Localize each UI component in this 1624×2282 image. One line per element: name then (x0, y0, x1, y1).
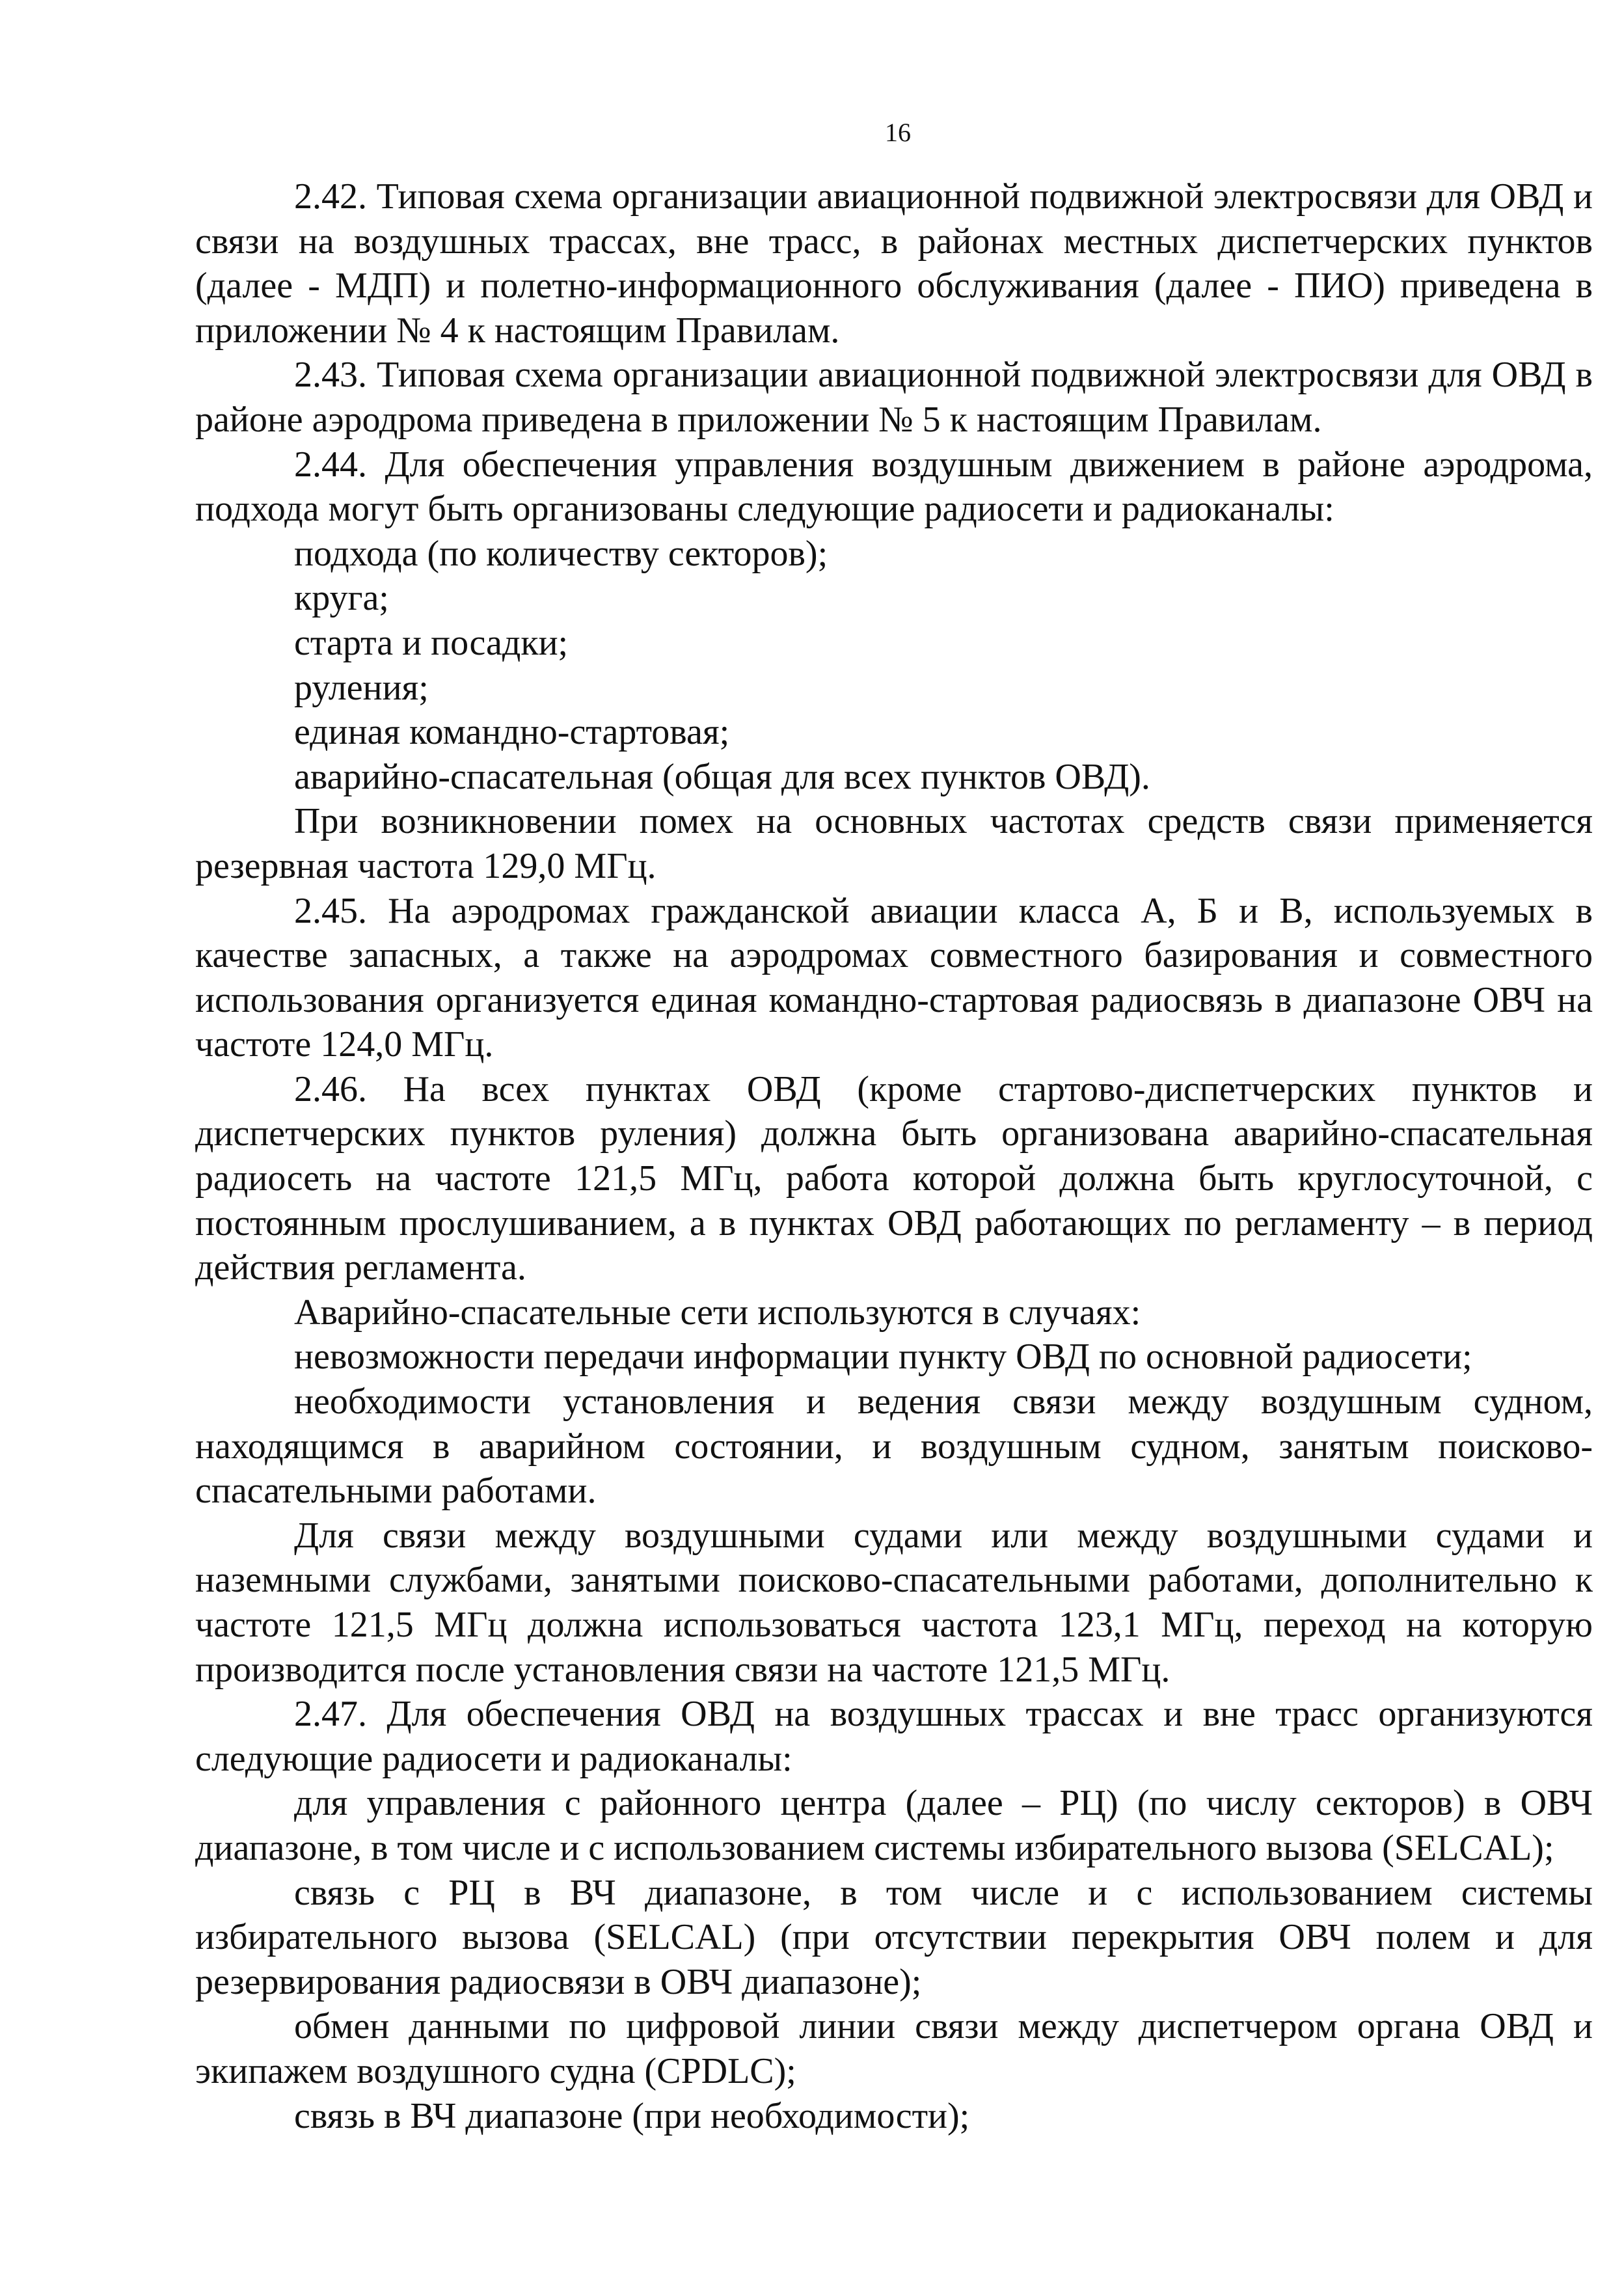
list-item: обмен данными по цифровой линии связи между диспетчером органа ОВД и экипажем воздушного судна (CPDLC); (195, 2006, 1593, 2091)
document-body (195, 174, 1593, 2138)
list-item: аварийно-спасательная (общая для всех пунктов ОВД). (294, 756, 1150, 797)
list-item: необходимости установления и ведения связи между воздушным судном, находящимся в аварийном состоянии, и воздушным судном, занятым поисково-спасательными работами. (195, 1381, 1593, 1512)
paragraph-search-rescue: Для связи между воздушными судами или между воздушными судами и наземными службами, занятыми поисково-спасательными работами, дополнительно к частоте 121,5 МГц должна использоваться частота 123,1 МГц, переход на которую производится после установления связи на частоте 121,5 МГц. (195, 1515, 1593, 1690)
list-item: круга; (294, 578, 389, 619)
list-item: старта и посадки; (294, 622, 569, 663)
list-item: для управления с районного центра (далее – РЦ) (по числу секторов) в ОВЧ диапазоне, в том числе и с использованием системы избирательного вызова (SELCAL); (195, 1783, 1593, 1868)
list-item: подхода (по количеству секторов); (294, 533, 828, 574)
list-item: невозможности передачи информации пункту ОВД по основной радиосети; (294, 1337, 1472, 1378)
page-number: 16 (885, 118, 911, 147)
paragraph-2-45: 2.45. На аэродромах гражданской авиации класса А, Б и В, используемых в качестве запасных, а также на аэродромах совместного базирования и совместного использования организуется единая командно-стартовая радиосвязь в диапазоне ОВЧ на частоте 124,0 МГц. (195, 890, 1593, 1065)
paragraph-2-42: 2.42. Типовая схема организации авиационной подвижной электросвязи для ОВД и связи на воздушных трассах, вне трасс, в районах местных диспетчерских пунктов (далее - МДП) и полетно-информационного обслуживания (далее - ПИО) приведена в приложении № 4 к настоящим Правилам. (195, 176, 1593, 351)
paragraph-emergency-networks: Аварийно-спасательные сети используются в случаях: (294, 1292, 1141, 1333)
list-item: связь в ВЧ диапазоне (при необходимости); (294, 2095, 970, 2136)
paragraph-reserve-frequency: При возникновении помех на основных частотах средств связи применяется резервная частота 129,0 МГц. (195, 801, 1593, 886)
paragraph-2-43: 2.43. Типовая схема организации авиационной подвижной электросвязи для ОВД в районе аэродрома приведена в приложении № 5 к настоящим Правилам. (195, 355, 1593, 440)
list-item: руления; (294, 667, 429, 708)
paragraph-2-47: 2.47. Для обеспечения ОВД на воздушных трассах и вне трасс организуются следующие радиосети и радиоканалы: (195, 1694, 1593, 1779)
paragraph-2-46: 2.46. На всех пунктах ОВД (кроме стартово-диспетчерских пунктов и диспетчерских пунктов руления) должна быть организована аварийно-спасательная радиосеть на частоте 121,5 МГц, работа которой должна быть круглосуточной, с постоянным прослушиванием, а в пунктах ОВД работающих по регламенту – в период действия регламента. (195, 1068, 1593, 1288)
list-item: единая командно-стартовая; (294, 712, 730, 753)
list-item: связь с РЦ в ВЧ диапазоне, в том числе и с использованием системы избирательного вызова (SELCAL) (при отсутствии перекрытия ОВЧ полем и для резервирования радиосвязи в ОВЧ диапазоне); (195, 1872, 1593, 2002)
paragraph-2-44: 2.44. Для обеспечения управления воздушным движением в районе аэродрома, подхода могут быть организованы следующие радиосети и радиоканалы: (195, 444, 1593, 530)
